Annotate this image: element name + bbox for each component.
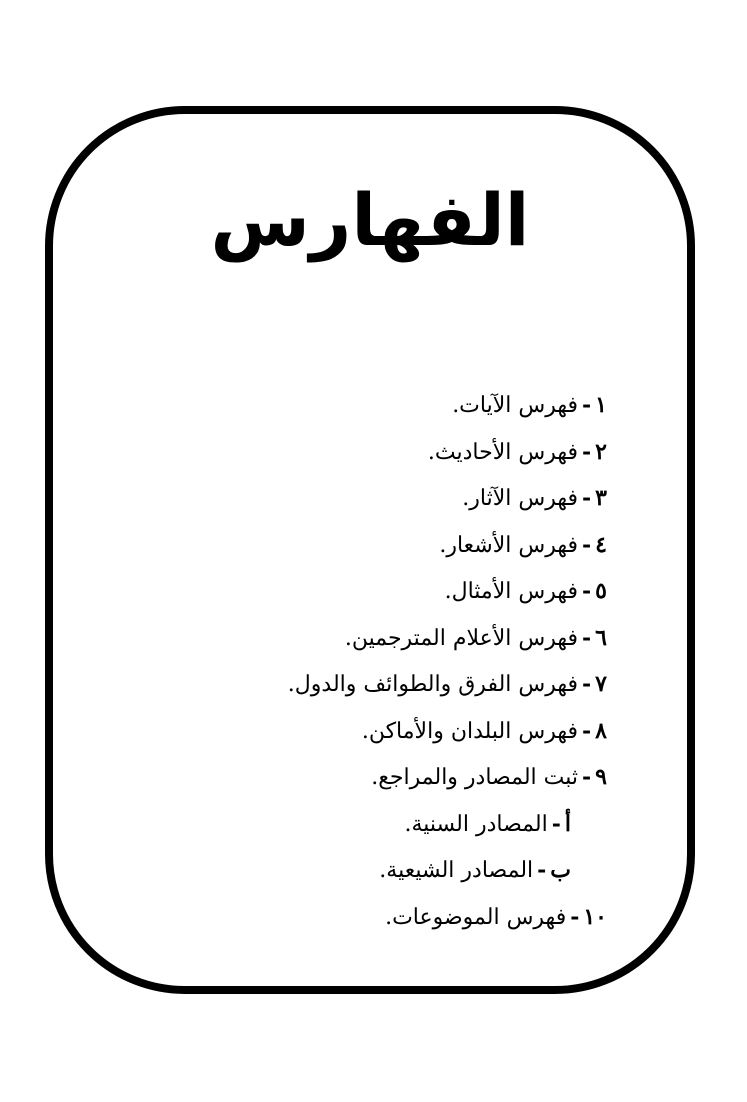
toc-item-separator: - xyxy=(582,531,592,558)
toc-item-number: ٥ xyxy=(595,578,607,604)
toc-item-text: ثبت المصادر والمراجع. xyxy=(371,765,579,790)
toc-item-text: فهرس البلدان والأماكن. xyxy=(361,718,579,744)
toc-item-text: فهرس الموضوعات. xyxy=(385,904,567,930)
toc-item-text: المصادر السنية. xyxy=(404,811,548,837)
toc-item-separator: - xyxy=(582,392,592,418)
toc-item-separator: - xyxy=(582,764,592,790)
toc-item-text: المصادر الشيعية. xyxy=(379,858,534,883)
toc-item-number: ١ xyxy=(595,392,607,418)
toc-item-number: ٢ xyxy=(595,438,607,465)
toc-item xyxy=(147,894,607,941)
toc-item-number: ٦ xyxy=(595,624,607,651)
toc-item xyxy=(147,661,607,708)
toc-item-separator: - xyxy=(570,903,580,930)
toc-item-separator: - xyxy=(551,810,561,837)
toc-subitem xyxy=(147,801,607,848)
toc-item-number: ب xyxy=(550,857,571,883)
toc-item xyxy=(147,754,607,801)
toc-item-separator: - xyxy=(582,717,592,744)
toc-item-separator: - xyxy=(582,671,592,697)
toc-item-number: أ xyxy=(564,810,571,837)
toc-item-text: فهرس الأحاديث. xyxy=(427,439,579,465)
page-title: الفهارس xyxy=(210,178,530,262)
toc-item-text: فهرس الأعلام المترجمين. xyxy=(344,625,579,651)
toc-item-separator: - xyxy=(582,624,592,651)
toc-item xyxy=(147,382,607,429)
toc-item-number: ٤ xyxy=(595,531,607,558)
toc-list xyxy=(147,382,607,940)
toc-item-text: فهرس الآيات. xyxy=(452,393,579,418)
toc-item-text: فهرس الفرق والطوائف والدول. xyxy=(287,672,579,697)
toc-item xyxy=(147,429,607,476)
toc-item xyxy=(147,708,607,755)
toc-item-text: فهرس الأمثال. xyxy=(444,579,579,604)
toc-item-separator: - xyxy=(582,578,592,604)
toc-item-separator: - xyxy=(537,857,547,883)
toc-item-number: ١٠ xyxy=(583,903,607,930)
toc-item-number: ٧ xyxy=(595,671,607,697)
toc-item-text: فهرس الأشعار. xyxy=(439,532,579,558)
toc-item xyxy=(147,475,607,522)
toc-item-text: فهرس الآثار. xyxy=(462,486,579,511)
toc-item xyxy=(147,568,607,615)
toc-item xyxy=(147,615,607,662)
toc-item-number: ٨ xyxy=(595,717,607,744)
toc-item xyxy=(147,522,607,569)
toc-item-separator: - xyxy=(582,485,592,511)
toc-item-number: ٣ xyxy=(595,485,607,511)
toc-subitem xyxy=(147,847,607,894)
toc-item-separator: - xyxy=(582,438,592,465)
toc-item-number: ٩ xyxy=(595,764,607,790)
